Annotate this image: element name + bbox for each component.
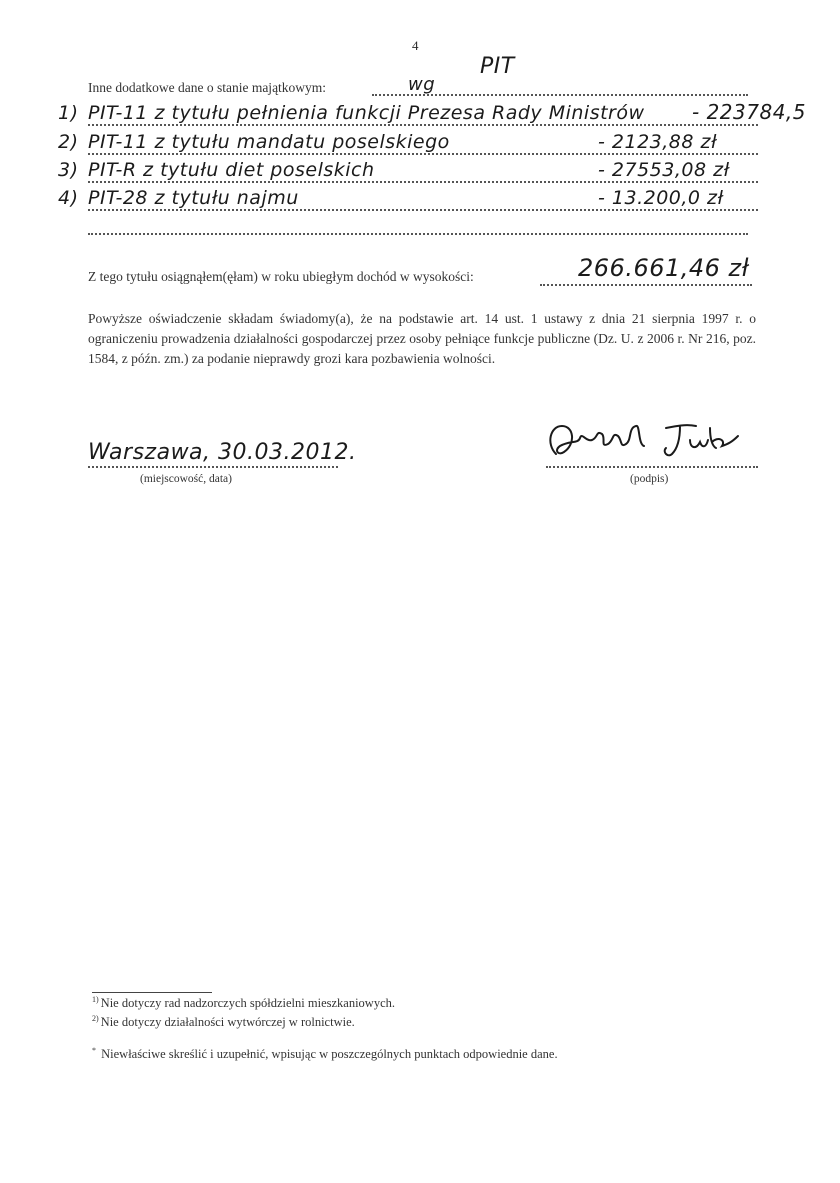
footnote (92, 995, 395, 1011)
row-amount: - 2123,88 zł (598, 131, 717, 153)
footnote-text: Nie dotyczy rad nadzorczych spółdzielni mieszkaniowych. (100, 996, 396, 1011)
footnote-divider (92, 992, 212, 993)
signature-caption: (podpis) (630, 473, 669, 485)
row-number: 1) (58, 102, 79, 124)
income-entry-row (58, 100, 807, 126)
blank-dotted-line (88, 233, 748, 235)
row-dotted-line (88, 209, 758, 211)
header-handwritten-wg: wg (408, 74, 436, 95)
signature-dotted-line (546, 466, 758, 468)
row-dotted-line (88, 153, 758, 155)
footnote-mark: 1) (92, 995, 99, 1004)
row-description: PIT-28 z tytułu najmu (88, 187, 299, 209)
additional-assets-label: Inne dodatkowe dane o stanie majątkowym: (88, 80, 327, 95)
row-amount: - 223784,5 (692, 100, 807, 124)
header-handwritten-pit: PIT (480, 54, 515, 79)
income-entry-row (58, 157, 778, 183)
footnote-text: Nie dotyczy działalności wytwórczej w rolnictwie. (100, 1015, 355, 1030)
footnote (92, 1014, 355, 1030)
row-number: 4) (58, 187, 79, 209)
income-entry-row (58, 129, 778, 155)
row-number: 3) (58, 159, 79, 181)
footnote-mark: 2) (92, 1014, 99, 1023)
row-amount: - 13.200,0 zł (598, 187, 724, 209)
row-number: 2) (58, 131, 79, 153)
income-handwritten-amount: 266.661,46 zł (578, 254, 750, 282)
row-amount: - 27553,08 zł (598, 159, 730, 181)
page-number: 4 (412, 38, 419, 53)
place-date-handwritten: Warszawa, 30.03.2012. (88, 440, 357, 465)
row-description: PIT-R z tytułu diet poselskich (88, 159, 375, 181)
handwritten-signature-icon (540, 414, 760, 470)
row-dotted-line (88, 124, 758, 126)
income-dotted-line (540, 284, 752, 286)
footnote-text: Niewłaściwe skreślić i uzupełnić, wpisując w poszczególnych punktach odpowiednie dane. (101, 1047, 558, 1062)
row-description: PIT-11 z tytułu pełnienia funkcji Prezesa Rady Ministrów (88, 102, 645, 124)
place-date-caption: (miejscowość, data) (140, 473, 232, 485)
footnote (92, 1046, 558, 1062)
place-date-dotted-line (88, 466, 338, 468)
row-description: PIT-11 z tytułu mandatu poselskiego (88, 131, 450, 153)
legal-statement: Powyższe oświadczenie składam świadomy(a), że na podstawie art. 14 ust. 1 ustawy z dnia 21 sierpnia 1997 r. o ograniczeniu prowadzenia działalności gospodarczej przez osoby pełniące funkcje publiczne (Dz. U. z 2006 r. Nr 216, poz. 1584, z późn. zm.) za podanie nieprawdy grozi kara pozbawienia wolności. (88, 311, 756, 366)
row-dotted-line (88, 181, 758, 183)
footnote-mark: * (92, 1046, 96, 1055)
income-label: Z tego tytułu osiągnąłem(ęłam) w roku ubiegłym dochód w wysokości: (88, 269, 474, 284)
income-entry-row (58, 185, 778, 211)
